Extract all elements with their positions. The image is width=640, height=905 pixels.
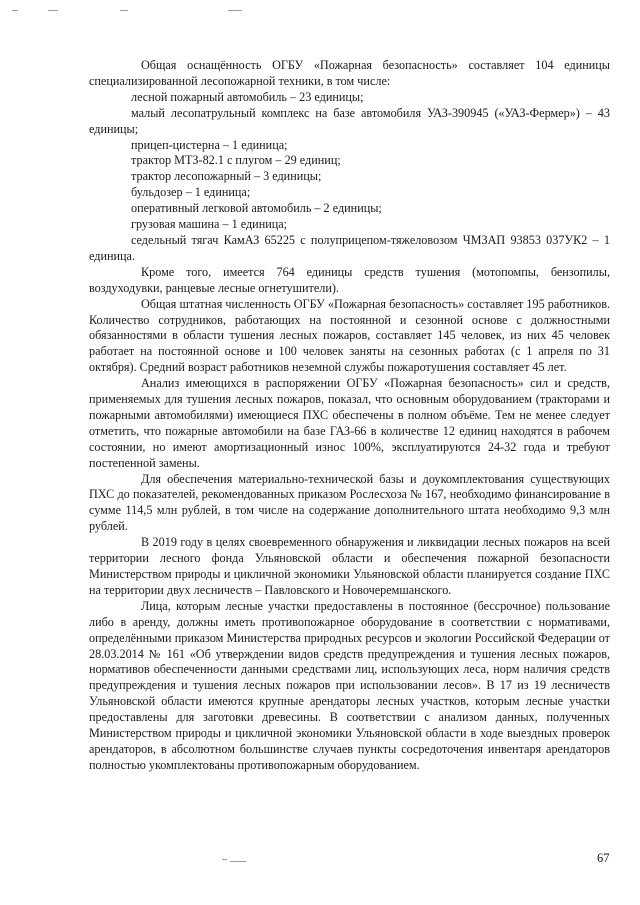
paragraph: Для обеспечения материально-технической базы и доукомплектования существующих ПХС до показателей, рекомендованных приказом Рослесхоза № 167, необходимо финансирование в сумме 114,5 млн рублей, в том числе на содержание дополнительного штата необходимо 9,3 млн рублей. xyxy=(89,471,610,534)
scan-mark-bottom xyxy=(230,861,246,862)
equipment-item: малый лесопатрульный комплекс на базе автомобиля УАЗ-390945 («УАЗ-Фермер») – 43 единицы; xyxy=(89,105,610,136)
scan-mark-top xyxy=(12,10,18,11)
equipment-item: седельный тягач КамАЗ 65225 с полуприцепом-тяжеловозом ЧМЗАП 93853 037УК2 – 1 единица. xyxy=(89,232,610,263)
scan-mark-top xyxy=(120,10,128,11)
equipment-item: грузовая машина – 1 единица; xyxy=(131,217,288,232)
scan-mark-bottom xyxy=(222,859,227,860)
paragraph: В 2019 году в целях своевременного обнаружения и ликвидации лесных пожаров на всей территории лесного фонда Ульяновской области и обеспечения пожарной безопасности Министерством природы и цикличной экономики Ульяновской области планируется создание ПХС на территории двух лесничеств – Павловского и Новочеремшанского. xyxy=(89,535,610,597)
scan-mark-top xyxy=(48,10,58,11)
equipment-item: оперативный легковой автомобиль – 2 единицы; xyxy=(131,201,382,216)
paragraph: Кроме того, имеется 764 единицы средств тушения (мотопомпы, бензопилы, воздуходувки, ранцевые лесные огнетушители). xyxy=(89,264,610,295)
scan-mark-top xyxy=(228,10,242,11)
paragraph: Анализ имеющихся в распоряжении ОГБУ «Пожарная безопасность» сил и средств, применяемых для тушения лесных пожаров, показал, что основным оборудованием (тракторами и пожарными автомобилями) имеющиеся ПХС обеспечены в полном объёме. Тем не менее следует отметить, что пожарные автомобили на базе ГАЗ-66 в количестве 12 единиц находятся в рабочем состоянии, но имеют амортизационный износ 100%, эксплуатируются 24-32 года и требуют постепенной замены. xyxy=(89,376,610,470)
paragraph: Общая штатная численность ОГБУ «Пожарная безопасность» составляет 195 работников. Количество сотрудников, работающих на постоянной и сезонной основе с должностными обязанностями в области тушения лесных пожаров, составляет 145 человек, из них 45 человек работает на постоянной основе и 100 человек заняты на сезонных работах (с 1 апреля по 31 октября). Средний возраст работников неземной службы пожаротушения составляет 45 лет. xyxy=(89,296,610,375)
equipment-item: трактор МТЗ-82.1 с плугом – 29 единиц; xyxy=(131,153,341,168)
equipment-item: бульдозер – 1 единица; xyxy=(131,185,251,200)
equipment-item: трактор лесопожарный – 3 единицы; xyxy=(131,169,322,184)
equipment-item: лесной пожарный автомобиль – 23 единицы; xyxy=(131,89,364,104)
paragraph: Лица, которым лесные участки предоставлены в постоянное (бессрочное) пользование либо в аренду, должны иметь противопожарное оборудование в соответствии с нормативами, определёнными приказом Министерства природных ресурсов и экологии Российской Федерации от 28.03.2014 № 161 «Об утверждении видов средств предупреждения и тушения лесных пожаров, нормативов обеспеченности данными средствами лиц, использующих леса, норм наличия средств предупреждения и тушения лесных пожаров при использовании лесов». В 17 из 19 лесничеств Ульяновской области имеются крупные арендаторы лесных участков, которым лесные участки предоставлены для заготовки древесины. В соответствии с анализом данных, полученных Министерством природы и цикличной экономики Ульяновской области в ходе выездных проверок арендаторов, в абсолютном большинстве случаев пункты сосредоточения инвентаря арендаторов полностью укомплектованы противопожарным оборудованием. xyxy=(89,598,610,772)
paragraph: Общая оснащённость ОГБУ «Пожарная безопасность» составляет 104 единицы специализированной лесопожарной техники, в том числе: xyxy=(89,58,610,88)
equipment-item: прицеп-цистерна – 1 единица; xyxy=(131,137,288,152)
document-body xyxy=(89,58,610,774)
page-number: 67 xyxy=(597,851,610,865)
